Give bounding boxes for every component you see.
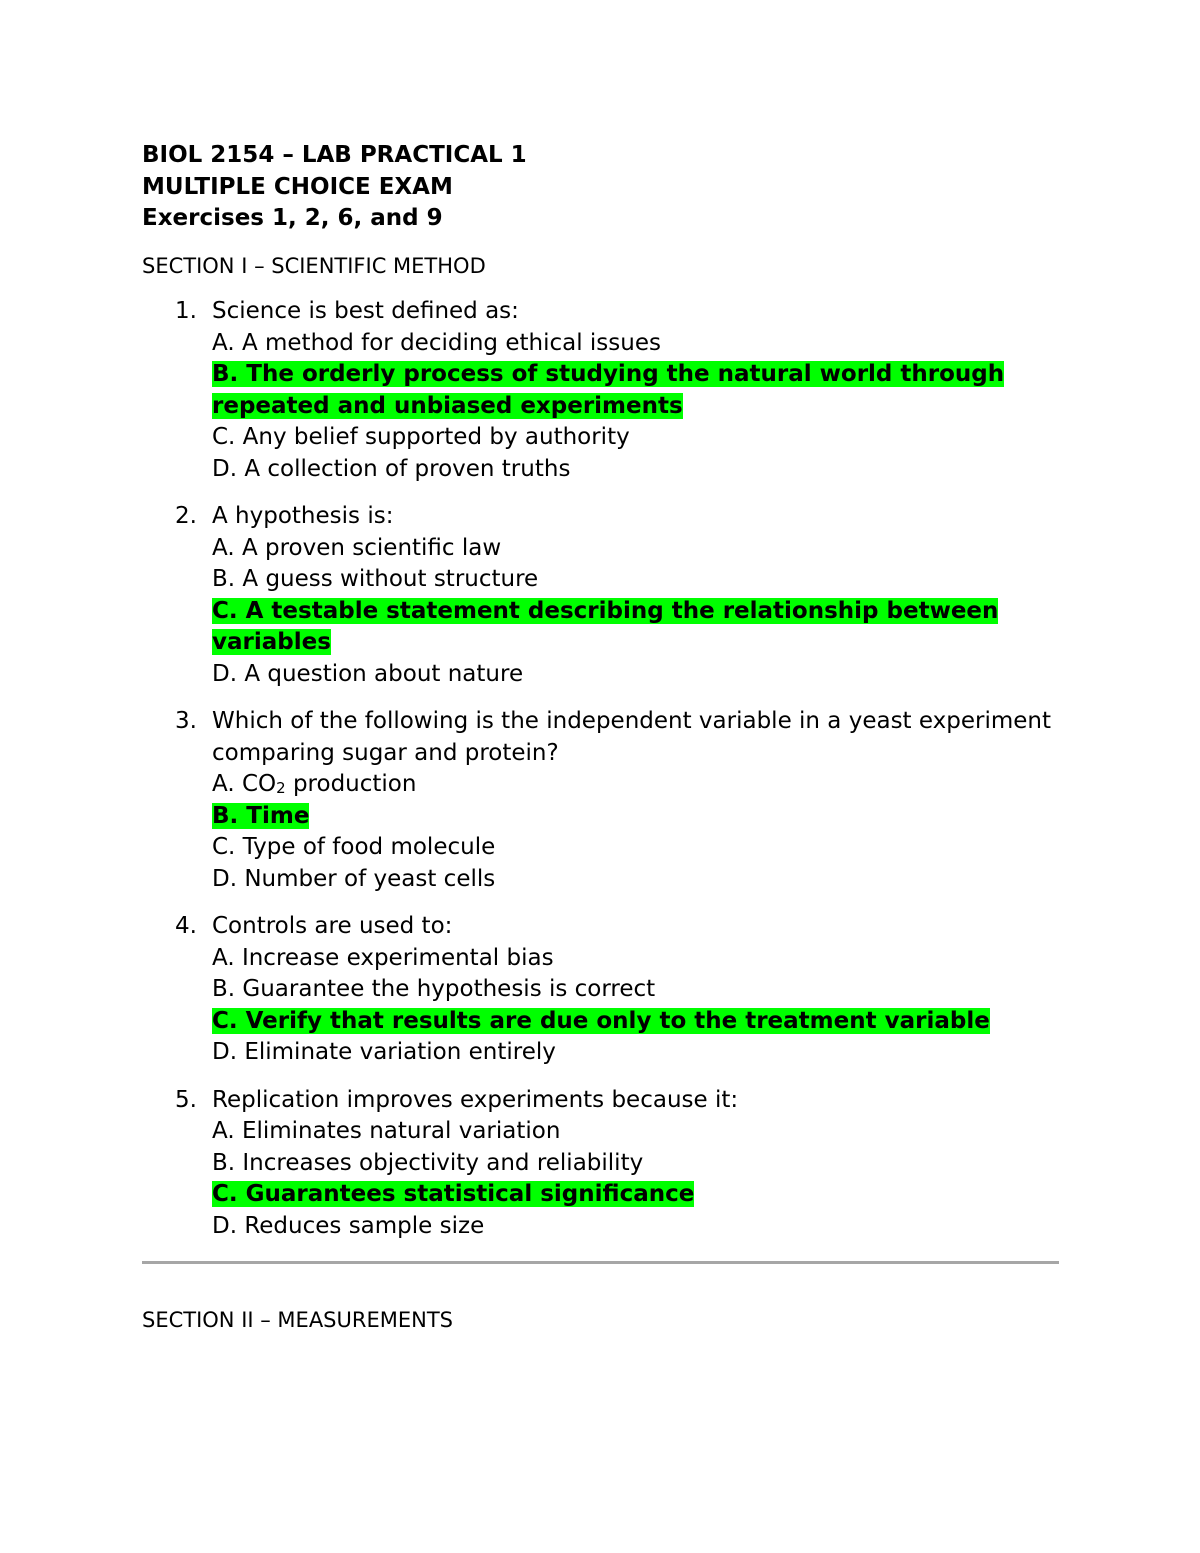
option-d: D. A collection of proven truths: [212, 455, 571, 482]
option-a: A. A proven scientific law: [212, 534, 502, 561]
question-2: [142, 501, 1060, 690]
question-4: [142, 911, 1060, 1069]
option-a: A. A method for deciding ethical issues: [212, 329, 661, 356]
option-a: A. $CO_2$ production: [212, 771, 417, 798]
option-a: A. Increase experimental bias: [212, 944, 554, 971]
option-c-correct: C. A testable statement describing the relationship between variables: [212, 597, 999, 655]
option-b-correct: B. The orderly process of studying the natural world through repeated and unbiased experiments: [212, 361, 1005, 419]
question-text: Controls are used to:: [212, 913, 453, 939]
option-b-correct: B. Time: [212, 802, 310, 829]
question-number: 1.: [175, 298, 197, 324]
exercises-line: Exercises 1, 2, 6, and 9: [142, 205, 443, 231]
exam-type: MULTIPLE CHOICE EXAM: [142, 173, 453, 200]
question-number: 2.: [175, 503, 197, 529]
exam-page: [142, 140, 1060, 1258]
option-c-correct: C. Verify that results are due only to the treatment variable: [212, 1007, 990, 1034]
horizontal-divider: [142, 1261, 1059, 1264]
question-number: 3.: [175, 708, 197, 734]
option-b: B. Increases objectivity and reliability: [212, 1149, 644, 1176]
question-text: Science is best defined as:: [212, 298, 519, 324]
section-heading-2: SECTION II – MEASUREMENTS: [142, 1308, 454, 1332]
option-d: D. Reduces sample size: [212, 1212, 485, 1239]
option-d: D. Number of yeast cells: [212, 865, 496, 892]
question-text: Replication improves experiments because it:: [212, 1086, 739, 1113]
question-number: 4.: [175, 913, 197, 939]
option-b: B. A guess without structure: [212, 566, 539, 592]
course-title: BIOL 2154 – LAB PRACTICAL 1: [142, 142, 527, 168]
question-5: [142, 1085, 1060, 1243]
option-d: D. Eliminate variation entirely: [212, 1039, 556, 1065]
option-c: C. Type of food molecule: [212, 834, 496, 860]
option-a: A. Eliminates natural variation: [212, 1118, 561, 1144]
option-c-correct: C. Guarantees statistical significance: [212, 1181, 695, 1207]
question-list: [142, 296, 1060, 1242]
question-text: A hypothesis is:: [212, 503, 394, 529]
question-3: [142, 706, 1060, 895]
section-heading-1: SECTION I – SCIENTIFIC METHOD: [142, 253, 486, 278]
subscript-2: 2: [276, 779, 286, 798]
question-1: [142, 296, 1060, 485]
option-c: C. Any belief supported by authority: [212, 424, 630, 450]
question-text: Which of the following is the independent variable in a yeast experiment comparing sugar and protein?: [212, 708, 1051, 766]
question-number: 5.: [175, 1086, 197, 1113]
option-d: D. A question about nature: [212, 660, 524, 687]
option-b: B. Guarantee the hypothesis is correct: [212, 976, 656, 1002]
